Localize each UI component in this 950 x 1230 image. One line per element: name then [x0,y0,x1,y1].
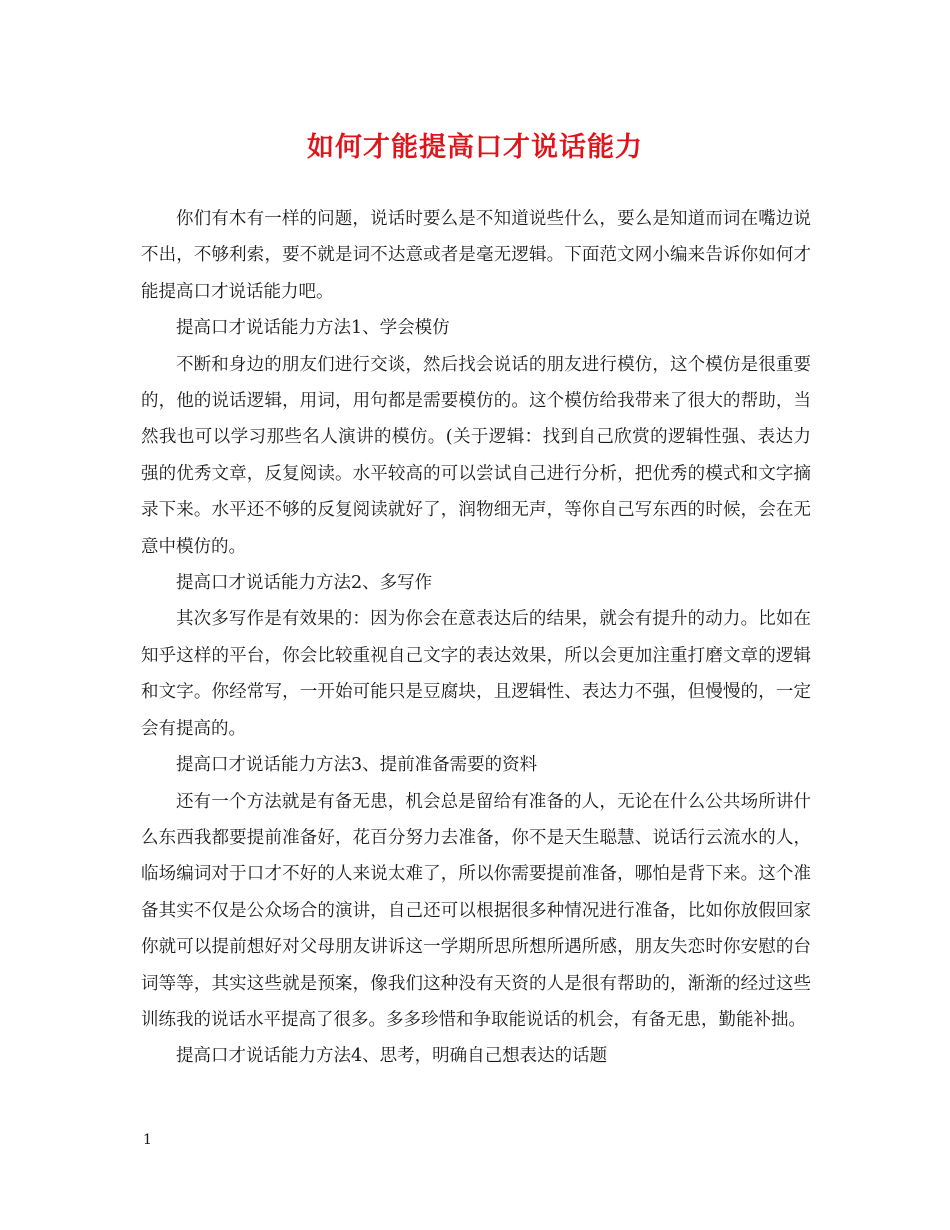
document-title: 如何才能提高口才说话能力 [307,132,643,163]
page-number: 1 [143,1132,152,1148]
section-heading-4: 提高口才说话能力方法4、思考，明确自己想表达的话题 [176,1046,608,1067]
section-heading-1: 提高口才说话能力方法1、学会模仿 [176,318,450,339]
document-body [141,201,811,1075]
intro-paragraph: 你们有木有一样的问题，说话时要么是不知道说些什么，要么是知道而词在嘴边说不出，不够利索，要不就是词不达意或者是毫无逻辑。下面范文网小编来告诉你如何才能提高口才说话能力吧。 [141,209,811,302]
section-paragraph-1: 不断和身边的朋友们进行交谈，然后找会说话的朋友进行模仿，这个模仿是很重要的，他的说话逻辑，用词，用句都是需要模仿的。这个模仿给我带来了很大的帮助，当然我也可以学习那些名人演讲的模仿。(关于逻辑：找到自己欣赏的逻辑性强、表达力强的优秀文章，反复阅读。水平较高的可以尝试自己进行分析，把优秀的模式和文字摘录下来。水平还不够的反复阅读就好了，润物细无声，等你自己写东西的时候，会在无意中模仿的。 [141,354,811,557]
section-heading-2: 提高口才说话能力方法2、多写作 [176,573,433,594]
section-paragraph-3: 还有一个方法就是有备无患，机会总是留给有准备的人，无论在什么公共场所讲什么东西我都要提前准备好，花百分努力去准备，你不是天生聪慧、说话行云流水的人，临场编词对于口才不好的人来说太难了，所以你需要提前准备，哪怕是背下来。这个准备其实不仅是公众场合的演讲，自己还可以根据很多种情况进行准备，比如你放假回家你就可以提前想好对父母朋友讲诉这一学期所思所想所遇所感，朋友失恋时你安慰的台词等等，其实这些就是预案，像我们这种没有天资的人是很有帮助的，渐渐的经过这些训练我的说话水平提高了很多。多多珍惜和争取能说话的机会，有备无患，勤能补拙。 [141,791,811,1030]
section-heading-3: 提高口才说话能力方法3、提前准备需要的资料 [176,755,538,776]
section-paragraph-2: 其次多写作是有效果的：因为你会在意表达后的结果，就会有提升的动力。比如在知乎这样的平台，你会比较重视自己文字的表达效果，所以会更加注重打磨文章的逻辑和文字。你经常写，一开始可能只是豆腐块，且逻辑性、表达力不强，但慢慢的，一定会有提高的。 [141,609,811,739]
